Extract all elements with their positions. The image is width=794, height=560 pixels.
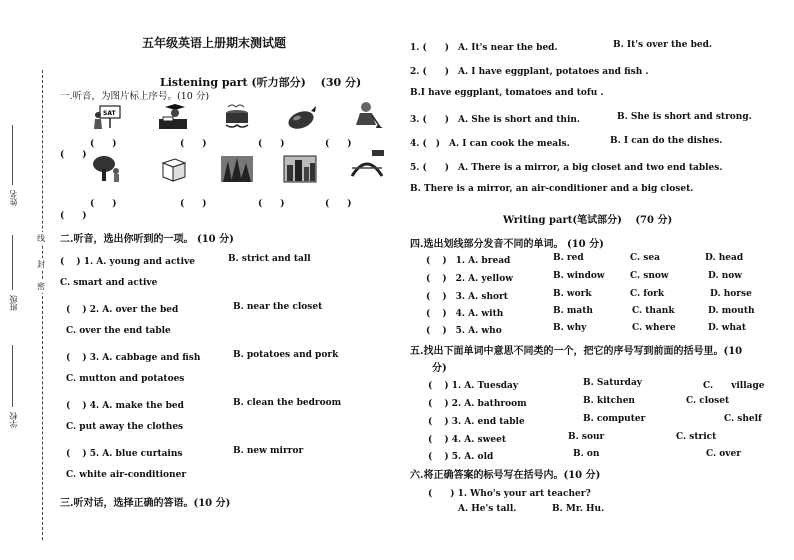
sec5-r1-a: ( ) 1. A. Tuesday	[428, 381, 519, 391]
sec3-q5-b: B. There is a mirror, an air-conditioner and a big closet.	[410, 184, 694, 194]
sat-sign-icon	[92, 103, 126, 131]
sec5-r4-b: B. sour	[568, 432, 605, 442]
sec3-q3-b: B. She is short and strong.	[617, 112, 752, 122]
name-label: 姓名	[9, 190, 18, 206]
answer-paren-10[interactable]: ( )	[60, 211, 87, 221]
sec5-r1-b: B. Saturday	[583, 378, 643, 388]
sec4-r2-d: D. now	[708, 271, 743, 281]
sec5-r4-c: C. strict	[676, 432, 717, 442]
seal-char-2: 封	[37, 260, 45, 269]
sec4-r4-d: D. mouth	[708, 306, 755, 316]
answer-paren-5[interactable]: ( )	[60, 150, 87, 160]
sec2-q2-a: ( ) 2. A. over the bed	[66, 305, 179, 315]
sec5-r5-a: ( ) 5. A. old	[428, 452, 494, 462]
sec4-r5-b: B. why	[553, 323, 587, 333]
sec3-q3-a: 3. ( ) A. She is short and thin.	[410, 115, 581, 125]
sec2-q1-b: B. strict and tall	[228, 254, 311, 264]
sec4-r3-d: D. horse	[710, 289, 752, 299]
sec4-r1-b: B. red	[553, 253, 584, 263]
sec5-r2-b: B. kitchen	[583, 396, 635, 406]
school-label: 学校	[9, 412, 18, 428]
seal-char-1: 线	[37, 234, 45, 243]
seal-char-3: 密	[37, 282, 45, 291]
class-label: 班级	[9, 295, 18, 311]
answer-paren-1[interactable]: ( )	[90, 139, 117, 149]
binding-line	[42, 70, 43, 540]
sec3-q2-b: B.I have eggplant, tomatoes and tofu .	[410, 88, 604, 98]
sec5-r2-c: C. closet	[686, 396, 730, 406]
school-blank[interactable]	[12, 345, 13, 407]
graduate-desk-icon	[155, 103, 189, 131]
class-blank[interactable]	[12, 235, 13, 290]
listening-header: Listening part (听力部分) (30 分)	[160, 76, 362, 89]
sec4-r1-d: D. head	[705, 253, 744, 263]
sec5-r5-c: C. over	[706, 449, 741, 459]
sec5-r3-a: ( ) 3. A. end table	[428, 417, 525, 427]
sec3-q1-b: B. It's over the bed.	[613, 40, 713, 50]
sec5-r4-a: ( ) 4. A. sweet	[428, 435, 506, 445]
answer-paren-3[interactable]: ( )	[258, 139, 285, 149]
writing-header: Writing part(笔试部分) (70 分)	[503, 215, 673, 226]
answer-paren-2[interactable]: ( )	[180, 139, 207, 149]
sec4-r4-b: B. math	[553, 306, 593, 316]
eggplant-icon	[285, 103, 319, 131]
sec4-r3-b: B. work	[553, 289, 592, 299]
sec4-r4-a: ( ) 4. A. with	[426, 309, 504, 319]
sec5-r5-b: B. on	[573, 449, 600, 459]
sec3-q2-a: 2. ( ) A. I have eggplant, potatoes and fish .	[410, 67, 649, 77]
sec4-r5-c: C. where	[632, 323, 676, 333]
sec2-q3-c: C. mutton and potatoes	[66, 374, 185, 384]
sec6-q1-a: A. He's tall.	[458, 504, 517, 514]
sec2-q4-b: B. clean the bedroom	[233, 398, 342, 408]
sec4-r2-c: C. snow	[630, 271, 669, 281]
sec4-r3-a: ( ) 3. A. short	[426, 292, 508, 302]
sec6-heading: 六.将正确答案的标号写在括号内。(10 分)	[410, 470, 601, 481]
sec5-r1-c: C. village	[703, 381, 765, 391]
box-icon	[155, 155, 189, 183]
sec2-q3-b: B. potatoes and pork	[233, 350, 339, 360]
sec4-r5-a: ( ) 5. A. who	[426, 326, 502, 336]
sec3-q4-b: B. I can do the dishes.	[610, 136, 723, 146]
sec5-r2-a: ( ) 2. A. bathroom	[428, 399, 527, 409]
sec3-q4-a: 4. ( ) A. I can cook the meals.	[410, 139, 570, 149]
cooking-pot-icon	[220, 103, 254, 131]
tree-figure-icon	[92, 155, 126, 183]
sec2-q1-c: C. smart and active	[60, 278, 158, 288]
sec2-q5-b: B. new mirror	[233, 446, 304, 456]
sec2-q5-a: ( ) 5. A. blue curtains	[66, 449, 183, 459]
answer-paren-6[interactable]: ( )	[90, 199, 117, 209]
sec2-q3-a: ( ) 3. A. cabbage and fish	[66, 353, 201, 363]
page-title: 五年级英语上册期末测试题	[142, 36, 287, 50]
girl-sweeping-icon	[350, 101, 384, 129]
sec2-q5-c: C. white air-conditioner	[66, 470, 187, 480]
sec4-r3-c: C. fork	[630, 289, 665, 299]
sec4-r1-a: ( ) 1. A. bread	[426, 256, 511, 266]
name-blank[interactable]	[12, 125, 13, 185]
sec4-r1-c: C. sea	[630, 253, 660, 263]
sec2-q2-b: B. near the closet	[233, 302, 323, 312]
sec6-q1: ( ) 1. Who's your art teacher?	[428, 489, 591, 499]
sec4-r2-b: B. window	[553, 271, 605, 281]
city-icon	[283, 155, 317, 183]
sec5-r3-b: B. computer	[583, 414, 646, 424]
sec3-heading: 三.听对话，选择正确的答语。(10 分)	[60, 498, 231, 509]
forest-icon	[220, 155, 254, 183]
sec2-q4-a: ( ) 4. A. make the bed	[66, 401, 184, 411]
sec4-r4-c: C. thank	[632, 306, 675, 316]
sec2-q2-c: C. over the end table	[66, 326, 171, 336]
sec2-q1-a: ( ) 1. A. young and active	[60, 257, 195, 267]
sec2-heading: 二.听音，选出你听到的一项。 (10 分)	[60, 234, 234, 245]
answer-paren-4[interactable]: ( )	[325, 139, 352, 149]
sec5-r3-c: C. shelf	[724, 414, 762, 424]
answer-paren-8[interactable]: ( )	[258, 199, 285, 209]
answer-paren-7[interactable]: ( )	[180, 199, 207, 209]
sec2-q4-c: C. put away the clothes	[66, 422, 184, 432]
sec4-r5-d: D. what	[708, 323, 747, 333]
sec4-r2-a: ( ) 2. A. yellow	[426, 274, 513, 284]
sec5-heading-cont: 分)	[432, 363, 447, 374]
sec5-heading: 五.找出下面单词中意思不同类的一个，把它的序号写到前面的括号里。(10	[410, 346, 743, 357]
svg-text:SAT: SAT	[103, 110, 116, 117]
answer-paren-9[interactable]: ( )	[325, 199, 352, 209]
sec1-heading: 一.听音，为图片标上序号。(10 分)	[60, 91, 210, 102]
sec4-heading: 四.选出划线部分发音不同的单词。 (10 分)	[410, 239, 604, 250]
sec3-q5-a: 5. ( ) A. There is a mirror, a big closet and two end tables.	[410, 163, 723, 173]
sec3-q1-a: 1. ( ) A. It's near the bed.	[410, 43, 558, 53]
bridge-icon	[350, 150, 384, 178]
sec6-q1-b: B. Mr. Hu.	[552, 504, 605, 514]
